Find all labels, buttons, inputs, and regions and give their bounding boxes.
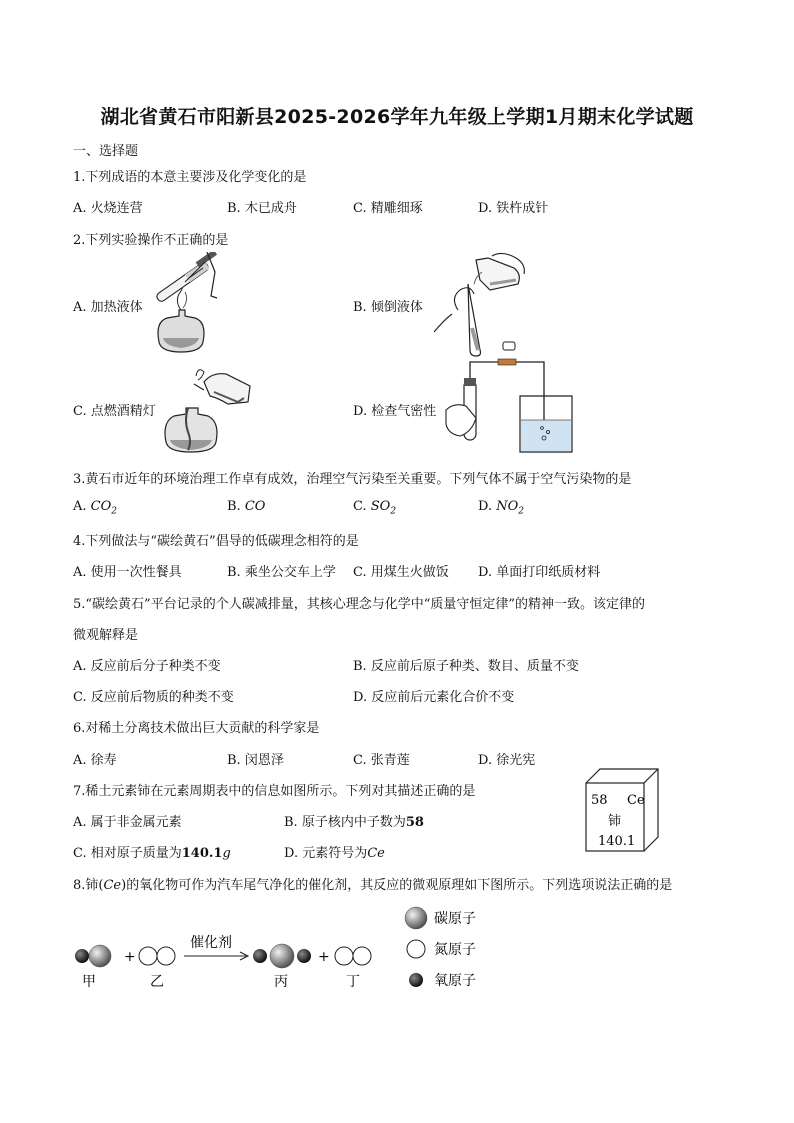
q7-option-c <box>73 842 231 861</box>
q3-option-d <box>478 499 524 517</box>
q3-a-formula: CO <box>90 499 112 514</box>
q7-b-number: 58 <box>405 815 424 830</box>
q6-option-d: D. 徐光宪 <box>478 753 536 768</box>
plus-sign-1: + <box>124 949 136 965</box>
q3-b-formula: CO <box>244 499 266 514</box>
lighting-lamp-illustration <box>158 362 258 454</box>
q1-option-d: D. 铁杵成针 <box>478 201 549 216</box>
q3-b-prefix: B. <box>227 499 245 514</box>
q7-d-text: D. 元素符号为 <box>284 846 368 861</box>
q3-option-a <box>73 499 117 517</box>
q4-option-b: B. 乘坐公交车上学 <box>227 565 336 580</box>
cerium-element-cell <box>582 765 662 855</box>
q1-stem: 1.下列成语的本意主要涉及化学变化的是 <box>73 170 307 185</box>
q4-option-c: C. 用煤生火做饭 <box>353 565 449 580</box>
q5-option-a: A. 反应前后分子种类不变 <box>73 659 221 674</box>
q1-option-a: A. 火烧连营 <box>73 201 143 216</box>
q7-b-text: B. 原子核内中子数为 <box>284 815 406 830</box>
q2-option-a: A. 加热液体 <box>73 300 143 315</box>
molecule-ding <box>335 947 371 965</box>
q5-option-b: B. 反应前后原子种类、数目、质量不变 <box>353 659 579 674</box>
q4-option-d: D. 单面打印纸质材料 <box>478 565 601 580</box>
q7-c-text: C. 相对原子质量为 <box>73 846 182 861</box>
q5-stem-line2: 微观解释是 <box>73 628 139 643</box>
q2-stem: 2.下列实验操作不正确的是 <box>73 233 229 248</box>
q4-option-a: A. 使用一次性餐具 <box>73 565 182 580</box>
q3-c-subscript: 2 <box>390 506 397 517</box>
q1-option-c: C. 精雕细琢 <box>353 201 423 216</box>
q7-d-symbol: Ce <box>367 846 385 861</box>
q8-stem-symbol: Ce <box>103 878 122 893</box>
q3-option-b <box>227 499 265 514</box>
molecule-jia <box>75 945 111 967</box>
element-atomic-mass: 140.1 <box>598 834 636 849</box>
q7-stem: 7.稀土元素铈在元素周期表中的信息如图所示。下列对其描述正确的是 <box>73 784 476 799</box>
airtightness-check-illustration <box>440 340 580 456</box>
catalyst-label: 催化剂 <box>190 935 232 951</box>
q8-stem-text: )的氧化物可作为汽车尾气净化的催化剂，其反应的微观原理如下图所示。下列选项说法正确的是 <box>121 878 673 893</box>
q3-d-formula: NO <box>496 499 519 514</box>
q8-stem <box>73 874 672 893</box>
legend-oxygen: 氧原子 <box>434 973 476 989</box>
q3-stem: 3.黄石市近年的环境治理工作卓有成效，治理空气污染至关重要。下列气体不属于空气污染物的是 <box>73 472 632 487</box>
q3-d-subscript: 2 <box>518 506 525 517</box>
q2-option-d: D. 检查气密性 <box>353 404 437 419</box>
nitrogen-atom-icon <box>407 940 425 958</box>
q6-option-a: A. 徐寿 <box>73 753 117 768</box>
label-bing: 丙 <box>274 974 288 990</box>
heating-liquid-illustration <box>145 252 225 358</box>
section-heading: 一、选择题 <box>73 144 139 159</box>
q6-option-b: B. 闵恩泽 <box>227 753 284 768</box>
q7-option-d <box>284 842 385 861</box>
q7-c-unit: g <box>222 846 231 861</box>
molecule-bing <box>253 944 311 968</box>
q5-option-c: C. 反应前后物质的种类不变 <box>73 690 234 705</box>
legend-nitrogen: 氮原子 <box>434 942 476 958</box>
q5-option-d: D. 反应前后元素化合价不变 <box>353 690 515 705</box>
q4-stem: 4.下列做法与“碳绘黄石”倡导的低碳理念相符的是 <box>73 534 359 549</box>
q6-option-c: C. 张青莲 <box>353 753 410 768</box>
q8-stem-prefix: 8.铈( <box>73 878 104 893</box>
q2-option-c: C. 点燃酒精灯 <box>73 404 156 419</box>
legend-carbon: 碳原子 <box>434 911 476 927</box>
element-atomic-number: 58 <box>591 793 608 808</box>
q7-c-number: 140.1 <box>181 846 223 861</box>
label-yi: 乙 <box>150 974 164 990</box>
q2-option-b: B. 倾倒液体 <box>353 300 423 315</box>
reaction-diagram <box>60 900 500 1000</box>
q3-c-prefix: C. <box>353 499 371 514</box>
q3-option-c <box>353 499 396 517</box>
page-title: 湖北省黄石市阳新县2025-2026学年九年级上学期1月期末化学试题 <box>100 106 694 128</box>
legend <box>405 907 476 989</box>
q6-stem: 6.对稀土分离技术做出巨大贡献的科学家是 <box>73 721 320 736</box>
q3-a-subscript: 2 <box>111 506 117 517</box>
molecule-yi <box>139 947 175 965</box>
element-symbol: Ce <box>627 793 645 808</box>
element-name: 铈 <box>608 814 622 829</box>
q3-a-prefix: A. <box>73 499 91 514</box>
label-jia: 甲 <box>82 974 96 990</box>
q5-stem-line1: 5.“碳绘黄石”平台记录的个人碳减排量，其核心理念与化学中“质量守恒定律”的精神一致。该定律的 <box>73 597 645 612</box>
q7-option-b <box>284 811 424 830</box>
plus-sign-2: + <box>318 949 330 965</box>
q3-c-formula: SO <box>370 499 391 514</box>
q7-option-a: A. 属于非金属元素 <box>73 815 182 830</box>
q3-d-prefix: D. <box>478 499 497 514</box>
oxygen-atom-icon <box>409 973 423 987</box>
q1-option-b: B. 木已成舟 <box>227 201 297 216</box>
label-ding: 丁 <box>346 974 360 990</box>
carbon-atom-icon <box>405 907 427 929</box>
